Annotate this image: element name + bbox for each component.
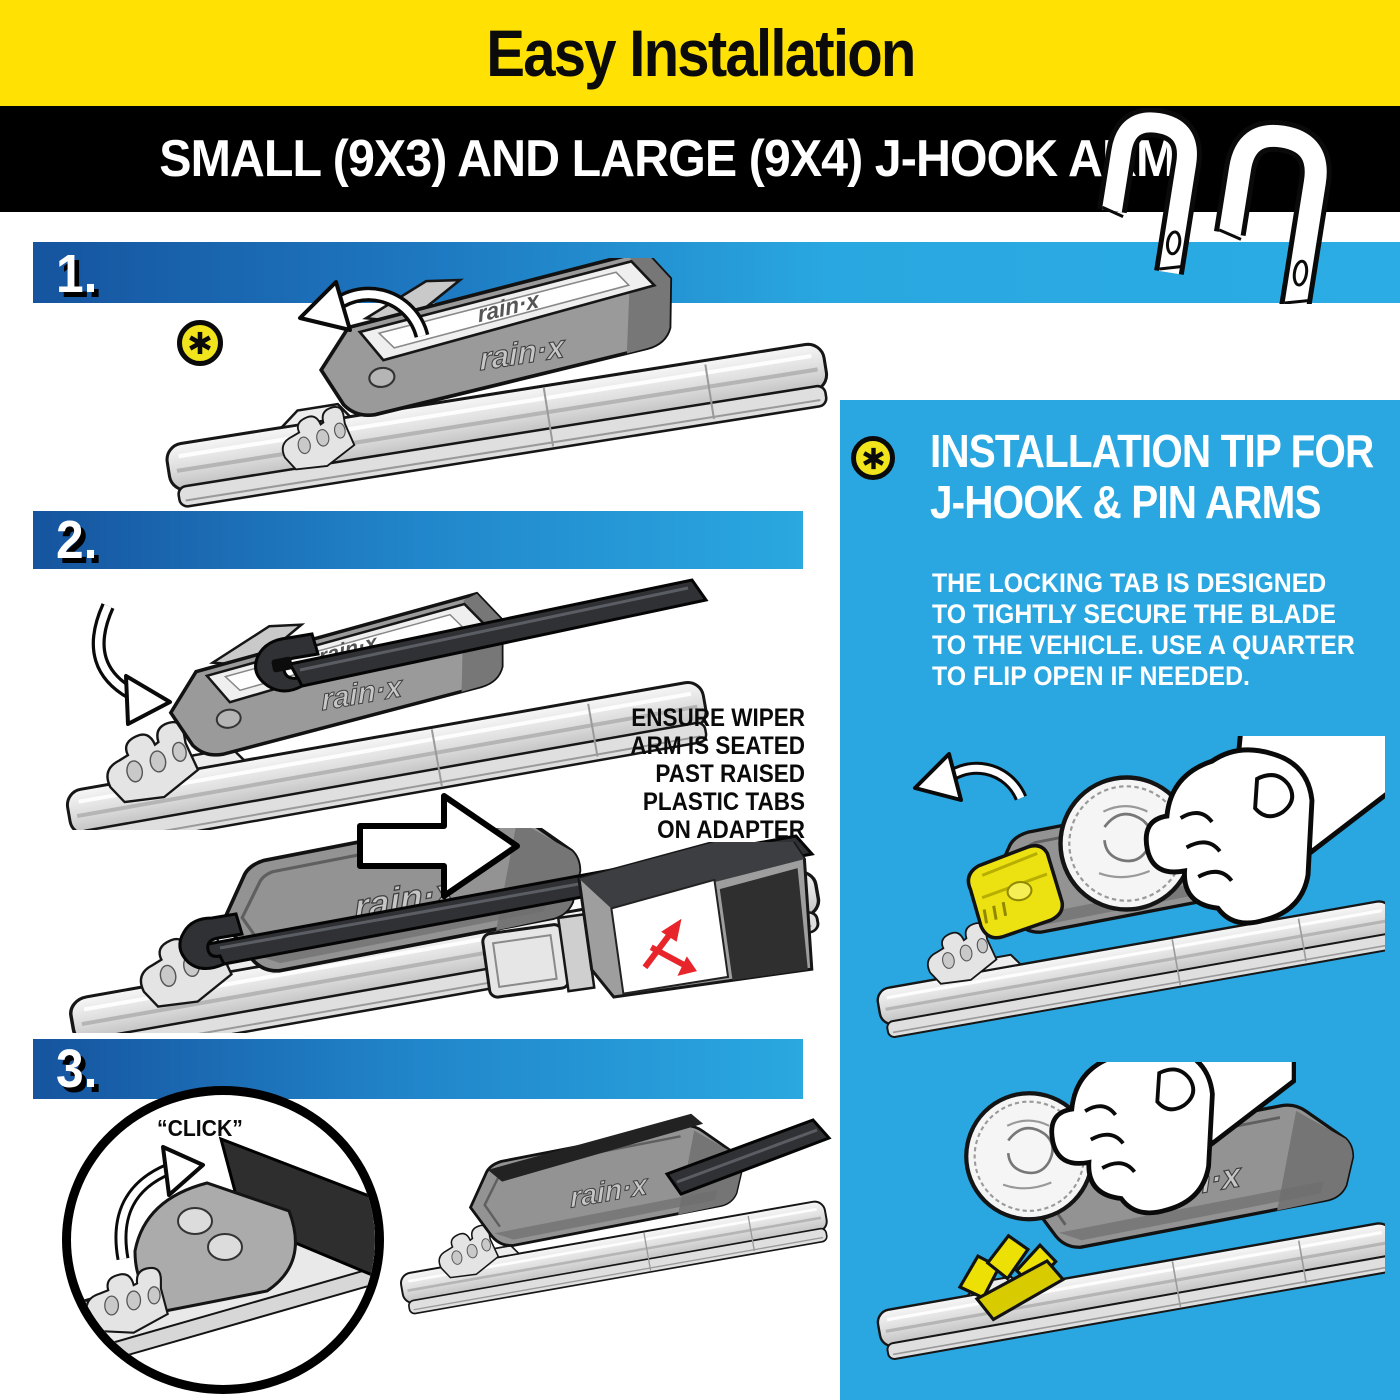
tip-body bbox=[932, 568, 1355, 692]
tip-heading bbox=[930, 426, 1373, 528]
tip-body-line: TO THE VEHICLE. USE A QUARTER bbox=[932, 630, 1355, 660]
asterisk-icon bbox=[177, 320, 223, 366]
tip-heading-line: J-HOOK & PIN ARMS bbox=[930, 476, 1321, 528]
step2-note bbox=[562, 704, 805, 844]
step3-bar bbox=[33, 1039, 803, 1099]
tip-tab-open-illustration bbox=[865, 1062, 1385, 1392]
asterisk-icon bbox=[851, 436, 895, 480]
block-arrow-icon bbox=[352, 786, 527, 906]
step3-number: 3. bbox=[56, 1039, 98, 1099]
tip-body-line: THE LOCKING TAB IS DESIGNED bbox=[932, 568, 1327, 598]
step1-number: 1. bbox=[56, 244, 98, 304]
tip-body-line: TO FLIP OPEN IF NEEDED. bbox=[932, 661, 1250, 691]
note-line: ARM IS SEATED bbox=[630, 732, 805, 760]
tip-quarter-flip-illustration bbox=[865, 736, 1385, 1066]
click-label: “CLICK” bbox=[157, 1115, 243, 1141]
curved-arrow-icon bbox=[99, 606, 170, 724]
note-line: ON ADAPTER bbox=[657, 816, 805, 844]
step3-click-inset bbox=[62, 1086, 384, 1394]
step1-blade-illustration bbox=[140, 258, 850, 510]
note-line: PLASTIC TABS bbox=[642, 788, 805, 816]
j-hook-icon bbox=[1082, 108, 1362, 304]
main-banner bbox=[0, 0, 1400, 106]
tip-body-line: TO TIGHTLY SECURE THE BLADE bbox=[932, 599, 1336, 629]
curved-arrow-icon bbox=[915, 754, 1021, 800]
note-line: ENSURE WIPER bbox=[631, 704, 805, 732]
page-title: Easy Installation bbox=[485, 16, 915, 90]
step2-bar bbox=[33, 511, 803, 569]
step2-number: 2. bbox=[56, 510, 98, 570]
note-line: PAST RAISED bbox=[655, 760, 805, 788]
sub-banner-title: SMALL (9X3) AND LARGE (9X4) J-HOOK ARM bbox=[158, 130, 1176, 188]
step3-installed-illustration bbox=[385, 1108, 835, 1343]
tip-heading-line: INSTALLATION TIP FOR bbox=[930, 425, 1374, 477]
